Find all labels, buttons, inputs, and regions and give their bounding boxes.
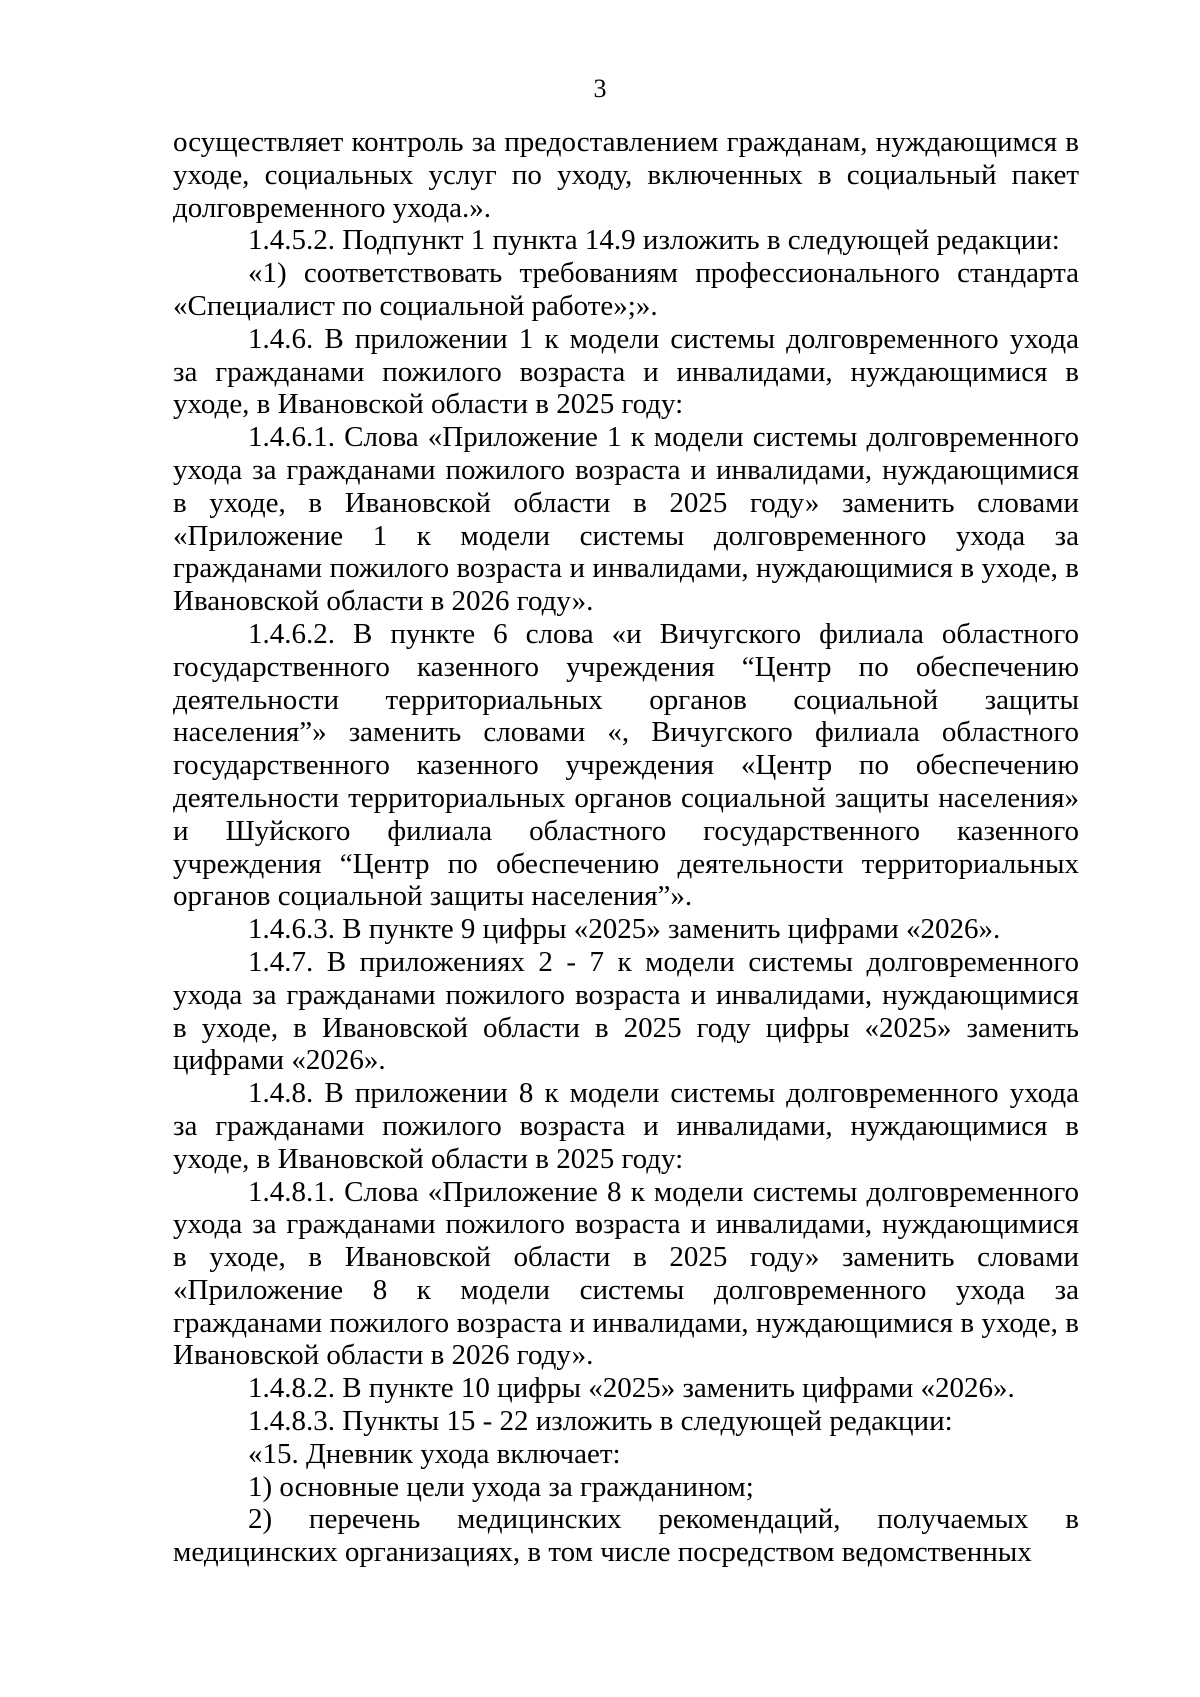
- paragraph: «15. Дневник ухода включает:: [248, 1437, 621, 1470]
- paragraph: 1) основные цели ухода за гражданином;: [248, 1470, 754, 1503]
- paragraph: 1.4.8.2. В пункте 10 цифры «2025» заменить цифрами «2026».: [248, 1372, 1015, 1405]
- paragraph: 1.4.6.1. Слова «Приложение 1 к модели системы долговременного ухода за гражданами пожилого возраста и инвалидами, нуждающимися в уходе, в Ивановской области в 2025 году» заменить словами «Приложение 1 к модели системы долговременного ухода за гражданами пожилого возраста и инвалидами, нуждающимися в уходе, в Ивановской области в 2026 году».: [173, 421, 1079, 618]
- paragraph: 1.4.6.3. В пункте 9 цифры «2025» заменить цифрами «2026».: [248, 913, 1001, 946]
- paragraph: 1.4.8.1. Слова «Приложение 8 к модели системы долговременного ухода за гражданами пожилого возраста и инвалидами, нуждающимися в уходе, в Ивановской области в 2025 году» заменить словами «Приложение 8 к модели системы долговременного ухода за гражданами пожилого возраста и инвалидами, нуждающимися в уходе, в Ивановской области в 2026 году».: [173, 1175, 1079, 1372]
- document-body: [173, 126, 1079, 1569]
- paragraph: осуществляет контроль за предоставлением гражданам, нуждающимся в уходе, социальных услуг по уходу, включенных в социальный пакет долговременного ухода.».: [173, 126, 1079, 224]
- page-number: 3: [593, 74, 607, 103]
- paragraph: 1.4.8.3. Пункты 15 - 22 изложить в следующей редакции:: [248, 1405, 953, 1438]
- paragraph: 1.4.6.2. В пункте 6 слова «и Вичугского филиала областного государственного казенного учреждения “Центр по обеспечению деятельности территориальных органов социальной защиты населения”» заменить словами «, Вичугского филиала областного государственного казенного учреждения «Центр по обеспечению деятельности территориальных органов социальной защиты населения» и Шуйского филиала областного государственного казенного учреждения “Центр по обеспечению деятельности территориальных органов социальной защиты населения”».: [173, 617, 1079, 913]
- paragraph: 1.4.7. В приложениях 2 - 7 к модели системы долговременного ухода за гражданами пожилого возраста и инвалидами, нуждающимися в уходе, в Ивановской области в 2025 году цифры «2025» заменить цифрами «2026».: [173, 945, 1079, 1077]
- paragraph: 1.4.6. В приложении 1 к модели системы долговременного ухода за гражданами пожилого возраста и инвалидами, нуждающимися в уходе, в Ивановской области в 2025 году:: [173, 322, 1079, 421]
- paragraph: 1.4.5.2. Подпункт 1 пункта 14.9 изложить в следующей редакции:: [248, 224, 1060, 257]
- paragraph: 2) перечень медицинских рекомендаций, получаемых в медицинских организациях, в том числе посредством ведомственных: [173, 1503, 1079, 1569]
- paragraph: «1) соответствовать требованиям профессионального стандарта «Специалист по социальной работе»;».: [173, 257, 1079, 322]
- paragraph: 1.4.8. В приложении 8 к модели системы долговременного ухода за гражданами пожилого возраста и инвалидами, нуждающимися в уходе, в Ивановской области в 2025 году:: [173, 1077, 1079, 1175]
